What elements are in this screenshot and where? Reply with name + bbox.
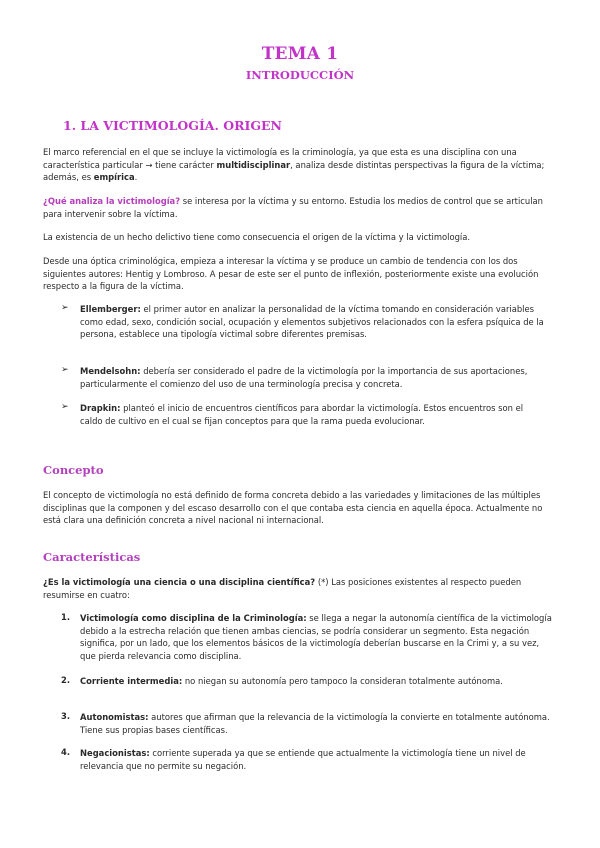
list-item — [0, 675, 600, 703]
concepto-heading: Concepto — [43, 463, 104, 477]
question-label: ¿Qué analiza la victimología? — [43, 196, 181, 206]
caracteristicas-heading: Características — [43, 550, 141, 564]
list-item — [0, 711, 600, 739]
arrow-bullet-icon: ➢ — [61, 402, 69, 412]
optica-paragraph: Desde una óptica criminológica, empieza a interesar la víctima y se produce un cambio de tendencia con los dos siguientes autores: Hentig y Lombroso. A pesar de este ser el punto de inflexión, posteriormente existe una evolución respecto a la figura de la víctima. — [43, 256, 539, 292]
existencia-paragraph: La existencia de un hecho delictivo tiene como consecuencia el origen de la víctima y la victimología. — [43, 232, 471, 242]
list-item-text: Negacionistas: corriente superada ya que se entiende que actualmente la victimología tiene un nivel de relevancia que no permite su negación. — [80, 748, 526, 771]
list-number: 1. — [61, 612, 71, 622]
document-title: TEMA 1 — [261, 44, 339, 64]
author-text: Drapkin: planteó el inicio de encuentros científicos para abordar la victimología. Estos encuentros son el caldo de cultivo en el cual se fijan conceptos para que la rama pueda evolucionar. — [80, 403, 524, 426]
list-number: 3. — [61, 711, 71, 721]
arrow-bullet-icon: ➢ — [61, 303, 69, 313]
list-item — [0, 612, 600, 662]
intro-paragraph: El marco referencial en el que se incluye la victimología es la criminología, ya que esta es una disciplina con una característica particular → tiene carácter multidisciplinar, analiza desde distintas perspectivas la figura de la víctima; además, es empírica. — [43, 147, 545, 183]
list-number: 4. — [61, 747, 71, 757]
concepto-paragraph: El concepto de victimología no está definido de forma concreta debido a las variedades y limitaciones de las múltiples disciplinas que la componen y del escaso desarrollo con el que contaba esta ciencia en aquella época. Actualmente no está clara una definición concreta a nivel nacional ni internacional. — [43, 490, 543, 526]
list-number: 2. — [61, 675, 71, 685]
author-item — [0, 402, 600, 442]
list-item — [0, 747, 600, 775]
list-item-text: Autonomistas: autores que afirman que la relevancia de la victimología la convierte en totalmente autónoma. Tiene sus propias bases científicas. — [80, 712, 550, 735]
question-paragraph: ¿Qué analiza la victimología? se interesa por la víctima y su entorno. Estudia los medios de control que se articulan para intervenir sobre la víctima. — [43, 196, 543, 219]
document-subtitle: INTRODUCCIÓN — [245, 68, 355, 82]
section-heading-victimologia: 1. LA VICTIMOLOGÍA. ORIGEN — [63, 118, 282, 133]
author-text: Ellemberger: el primer autor en analizar la personalidad de la víctima tomando en consideración variables como edad, sexo, condición social, ocupación y elementos subjetivos relacionados con la esfera psíquica de la persona, establece una tipología victimal sobre diferentes premisas. — [80, 304, 544, 340]
caracteristicas-question: ¿Es la victimología una ciencia o una disciplina científica? (*) Las posiciones existentes al respecto pueden resumirse en cuatro: — [43, 577, 522, 600]
author-item — [0, 303, 600, 363]
arrow-bullet-icon: ➢ — [61, 365, 69, 375]
author-text: Mendelsohn: debería ser considerado el padre de la victimología por la importancia de sus aportaciones, particularmente el comienzo del uso de una terminología precisa y concreta. — [80, 366, 528, 389]
author-item — [0, 365, 600, 395]
list-item-text: Victimología como disciplina de la Criminología: se llega a negar la autonomía científica de la victimología debido a la estrecha relación que tienen ambas ciencias, se podría considerar un segmento. Esta negación significa, por un lado, que los elementos básicos de la victimología deberían buscarse en la Crimi y, a su vez, que pierda relevancia como disciplina. — [80, 613, 552, 661]
list-item-text: Corriente intermedia: no niegan su autonomía pero tampoco la consideran totalmente autónoma. — [80, 676, 503, 686]
